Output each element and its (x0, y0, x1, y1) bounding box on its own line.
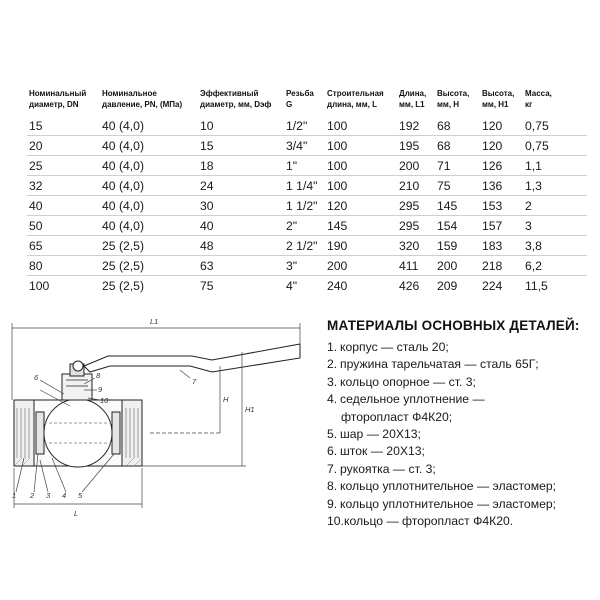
table-cell: 25 (2,5) (102, 278, 145, 293)
table-cell: 145 (325, 216, 397, 236)
materials-section (327, 318, 595, 530)
table-cell: 320 (397, 236, 435, 256)
table-header-row (27, 88, 587, 116)
label-h: H (223, 395, 229, 404)
table-cell: 40 (4,0) (100, 196, 198, 216)
material-text: рукоятка — ст. 3; (340, 461, 436, 476)
header-length-l: Строительная длина, мм, L (327, 89, 384, 109)
spec-table (27, 88, 587, 295)
table-cell: 25 (2,5) (100, 256, 198, 276)
material-number: 6. (327, 444, 338, 459)
material-text: кольцо — фторопласт Ф4К20. (344, 514, 514, 529)
table-cell: 65 (27, 236, 100, 256)
table-cell: 40 (4,0) (100, 156, 198, 176)
table-cell: 240 (327, 278, 348, 293)
table-row (27, 216, 587, 236)
callout-6: 6 (34, 373, 39, 382)
table-cell: 3/4" (284, 136, 325, 156)
table-cell: 32 (27, 176, 100, 196)
table-cell: 40 (4,0) (100, 116, 198, 136)
material-text: пружина тарельчатая — сталь 65Г; (340, 357, 539, 372)
table-cell: 4" (286, 278, 298, 293)
label-l1: L1 (150, 317, 159, 326)
header-height-h1: Высота, мм, H1 (482, 89, 515, 109)
table-cell: 18 (198, 156, 284, 176)
table-cell: 68 (435, 136, 480, 156)
table-cell: 0,75 (523, 136, 587, 156)
table-cell: 159 (435, 236, 480, 256)
table-cell: 218 (480, 256, 523, 276)
label-h1: H1 (245, 405, 255, 414)
material-item (327, 496, 595, 513)
material-number: 8. (327, 479, 338, 494)
header-mass: Масса, кг (525, 89, 552, 109)
table-cell: 100 (325, 176, 397, 196)
table-row (27, 136, 587, 156)
table-cell: 40 (198, 216, 284, 236)
table-cell: 2" (284, 216, 325, 236)
table-cell: 40 (4,0) (100, 216, 198, 236)
callout-7: 7 (192, 377, 197, 386)
table-cell: 2 (523, 196, 587, 216)
callout-3: 3 (46, 491, 51, 500)
table-cell: 40 (27, 196, 100, 216)
header-length-l1: Длина, мм, L1 (399, 89, 427, 109)
table-cell: 209 (437, 278, 458, 293)
material-number: 5. (327, 427, 338, 442)
table-cell: 6,2 (523, 256, 587, 276)
table-cell: 120 (480, 136, 523, 156)
table-cell: 1,3 (523, 176, 587, 196)
material-text: кольцо уплотнительное — эластомер; (340, 479, 557, 494)
material-item (327, 461, 595, 478)
header-deff: Эффективный диаметр, мм, Dэф (200, 89, 272, 109)
table-cell: 11,5 (525, 278, 548, 293)
callout-10: 10 (100, 396, 109, 405)
table-cell: 210 (397, 176, 435, 196)
callout-1: 1 (12, 491, 17, 500)
table-cell: 157 (480, 216, 523, 236)
table-row (27, 176, 587, 196)
callout-8: 8 (96, 371, 101, 380)
table-row (27, 116, 587, 136)
valve-handle (73, 344, 300, 372)
material-item (327, 513, 595, 530)
table-cell: 1,1 (523, 156, 587, 176)
callout-9: 9 (98, 385, 103, 394)
table-cell: 24 (198, 176, 284, 196)
table-cell: 154 (435, 216, 480, 236)
table-cell: 295 (397, 196, 435, 216)
material-item-continuation (327, 409, 595, 426)
table-body (27, 116, 587, 295)
table-cell: 200 (325, 256, 397, 276)
table-cell: 100 (325, 156, 397, 176)
label-l: L (74, 509, 79, 518)
table-cell: 48 (198, 236, 284, 256)
material-text: кольцо опорное — ст. 3; (340, 374, 476, 389)
table-cell: 10 (198, 116, 284, 136)
header-height-h: Высота, мм, H (437, 89, 470, 109)
table-cell: 1 1/4" (284, 176, 325, 196)
material-item (327, 478, 595, 495)
table-cell: 120 (325, 196, 397, 216)
table-cell: 3" (284, 256, 325, 276)
table-row (27, 156, 587, 176)
table-cell: 40 (4,0) (100, 176, 198, 196)
table-cell: 40 (4,0) (100, 136, 198, 156)
table-row (27, 236, 587, 256)
header-thread: Резьба G (286, 89, 314, 109)
material-number: 9. (327, 496, 338, 511)
table-cell: 411 (397, 256, 435, 276)
table-cell: 71 (435, 156, 480, 176)
material-item (327, 443, 595, 460)
material-number: 1. (327, 340, 338, 354)
table-cell: 80 (27, 256, 100, 276)
material-item (327, 426, 595, 443)
table-cell: 1 1/2" (284, 196, 325, 216)
table-cell: 100 (29, 278, 50, 293)
table-cell: 100 (325, 136, 397, 156)
table-cell: 183 (480, 236, 523, 256)
table-cell: 145 (435, 196, 480, 216)
table-cell: 25 (27, 156, 100, 176)
table-row (27, 196, 587, 216)
header-dn: Номинальный диаметр, DN (29, 89, 87, 109)
material-number: 4. (327, 392, 338, 407)
table-cell: 426 (399, 278, 420, 293)
material-item (327, 391, 595, 408)
material-item (327, 374, 595, 391)
materials-list (327, 339, 595, 530)
table-cell: 200 (397, 156, 435, 176)
ball-valve-drawing (0, 308, 320, 520)
material-item (327, 356, 595, 373)
material-text: кольцо уплотнительное — эластомер; (340, 496, 557, 511)
table-cell: 50 (27, 216, 100, 236)
table-cell: 30 (198, 196, 284, 216)
table-cell: 15 (198, 136, 284, 156)
table-cell: 0,75 (523, 116, 587, 136)
table-cell: 153 (480, 196, 523, 216)
table-cell: 3 (523, 216, 587, 236)
table-cell: 25 (2,5) (100, 236, 198, 256)
table-cell: 192 (397, 116, 435, 136)
table-cell: 120 (480, 116, 523, 136)
table-cell: 2 1/2" (284, 236, 325, 256)
table-cell: 195 (397, 136, 435, 156)
table-cell: 1/2" (284, 116, 325, 136)
callout-4: 4 (62, 491, 67, 500)
table-cell: 136 (480, 176, 523, 196)
material-number: 7. (327, 461, 338, 476)
table-cell: 200 (435, 256, 480, 276)
table-cell: 190 (325, 236, 397, 256)
table-cell: 63 (198, 256, 284, 276)
table-cell: 75 (200, 278, 214, 293)
table-cell: 224 (482, 278, 503, 293)
table-cell: 126 (480, 156, 523, 176)
material-text: корпус — сталь 20; (340, 340, 449, 354)
table-row (27, 276, 587, 296)
table-row (27, 256, 587, 276)
material-number: 10. (327, 514, 344, 529)
table-cell: 15 (27, 116, 100, 136)
material-item (327, 339, 595, 356)
material-text: седельное уплотнение — (340, 392, 485, 407)
callout-5: 5 (78, 491, 83, 500)
table-cell: 75 (435, 176, 480, 196)
table-cell: 1" (284, 156, 325, 176)
material-number: 2. (327, 357, 338, 372)
material-text: фторопласт Ф4К20; (341, 409, 453, 424)
table-cell: 3,8 (523, 236, 587, 256)
material-text: шток — 20Х13; (340, 444, 425, 459)
material-text: шар — 20Х13; (340, 427, 421, 442)
material-number: 3. (327, 374, 338, 389)
table-cell: 295 (397, 216, 435, 236)
table-cell: 100 (325, 116, 397, 136)
materials-title: МАТЕРИАЛЫ ОСНОВНЫХ ДЕТАЛЕЙ: (327, 318, 580, 333)
table-cell: 20 (27, 136, 100, 156)
table-cell: 68 (435, 116, 480, 136)
header-pn: Номинальное давление, PN, (МПа) (102, 89, 183, 109)
callout-2: 2 (30, 491, 35, 500)
